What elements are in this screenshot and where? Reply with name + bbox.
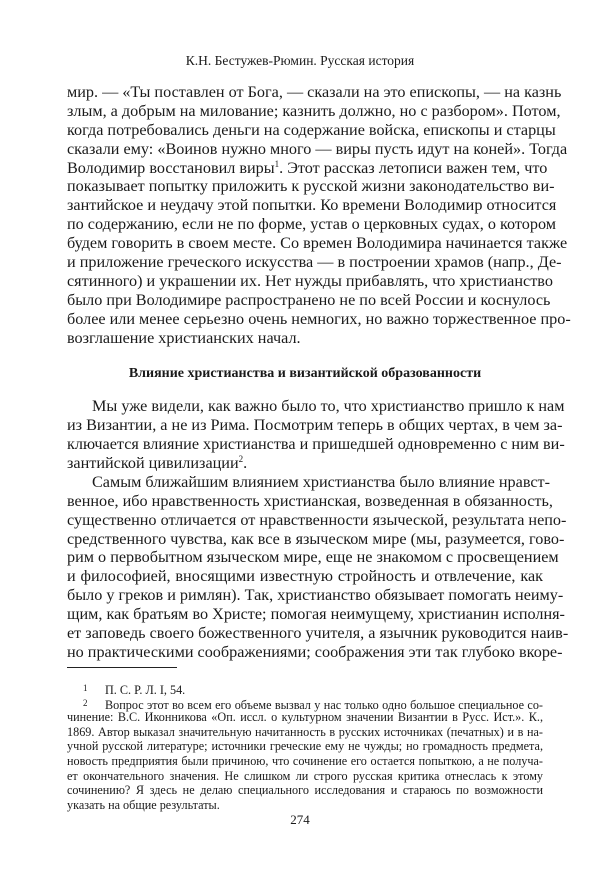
footnote-line: сочинению? Я здесь не делаю специального исследования и стараюсь по возможности bbox=[67, 783, 543, 798]
text-line: Мы уже видели, как важно было то, что христианство пришло к нам bbox=[92, 397, 565, 416]
text-line: когда потребовались деньги на содержание войска, епископы и старцы bbox=[67, 120, 556, 139]
footnote-ref: 2 bbox=[238, 454, 244, 465]
text-line: существенно отличается от нравственности языческой, результата непо- bbox=[67, 510, 567, 529]
text-line: рим о первобытном языческом мире, еще не знакомом с просвещением bbox=[67, 548, 559, 567]
section-heading: Влияние христианства и византийской образованности bbox=[128, 366, 482, 382]
text-line: по содержанию, если не по форме, устав о церковных судах, о котором bbox=[67, 215, 556, 234]
footnotes bbox=[67, 681, 543, 812]
running-header: К.Н. Бестужев-Рюмин. Русская история bbox=[185, 53, 415, 68]
footnote-line: 2 Вопрос этот во всем его объеме вызвал у нас только одно большое специальное со- bbox=[83, 697, 543, 712]
text-line: сятинного) и украшении их. Нет нужды прибавлять, что христианство bbox=[67, 271, 553, 290]
footnote-line: ет окончательного значения. Не слишком ли строго русская критика отнеслась к этому bbox=[67, 768, 543, 783]
text-line: и философией, вносящими известную стройность и отвлечение, как bbox=[67, 567, 543, 586]
page-number: 274 bbox=[290, 812, 310, 827]
text-line: показывает попытку приложить к русской жизни законодательство ви- bbox=[67, 177, 555, 196]
main-text bbox=[67, 83, 571, 662]
text-line: из Византии, а не из Рима. Посмотрим теперь в общих чертах, в чем за- bbox=[67, 416, 563, 435]
text-line: венное, ибо нравственность христианская, возведенная в обязанность, bbox=[67, 491, 553, 510]
text-line: было у греков и римлян). Так, христианство обязывает помогать неиму- bbox=[67, 586, 564, 605]
text-line: злым, а добрым на милование; казнить должно, но с разбором». Потом, bbox=[67, 101, 561, 120]
footnote-ref: 1 bbox=[274, 158, 280, 169]
footnote-line: 1869. Автор выказал значительную начитанность в русских источниках (печатных) и в на- bbox=[67, 724, 543, 739]
text-line: но практическими соображениями; соображения эти так глубоко вкоре- bbox=[67, 642, 563, 661]
footnote-line: указать на общие результаты. bbox=[67, 797, 220, 812]
text-line: и приложение греческого искусства — в построении храмов (напр., Де- bbox=[67, 253, 562, 272]
footnote-line: 1 П. С. Р. Л. I, 54. bbox=[83, 683, 186, 697]
text-line: сказали ему: «Воинов нужно много — виры пусть идут на коней». Тогда bbox=[67, 139, 568, 158]
footnote-number: 1 bbox=[83, 683, 88, 693]
text-line: будем говорить в своем месте. Со времен Володимира начинается также bbox=[67, 234, 568, 253]
footnote-divider bbox=[67, 667, 177, 668]
footnote-line: чинение: В.С. Иконникова «Оп. иссл. о культурном значении Византии в Русс. Ист.». К., bbox=[67, 710, 543, 725]
text-line: было при Володимире распространено не по всей России и коснулось bbox=[67, 290, 551, 309]
text-line: средственного чувства, как все в языческом мире (мы, разумеется, гово- bbox=[67, 529, 565, 548]
text-line: щим, как братьям во Христе; помогая неимущему, христианин исполня- bbox=[67, 605, 565, 624]
footnote-number: 2 bbox=[83, 697, 88, 708]
footnote-line: учной русской литературе; источники греческие ему не чужды; но громадность предмета, bbox=[67, 739, 543, 754]
text-line: ет заповедь своего божественного учителя, а язычник руководится наив- bbox=[67, 624, 569, 643]
text-line: ключается влияние христианства и пришедшей одновременно с ним ви- bbox=[67, 435, 565, 454]
text-line: мир. — «Ты поставлен от Бога, — сказали на это епископы, — на казнь bbox=[67, 83, 562, 101]
text-line: более или менее серьезно очень немногих, но важно торжественное про- bbox=[67, 309, 571, 328]
footnote-line: новость предприятия были причиною, что сочинение его остается попыткою, а не получа- bbox=[67, 753, 543, 768]
text-line: возглашение христианских начал. bbox=[67, 328, 301, 347]
text-line: зантийской цивилизации$^2$. bbox=[67, 454, 248, 473]
text-line: зантийское и неудачу этой попытки. Ко времени Володимир относится bbox=[67, 196, 557, 215]
text-line: Самым ближайшим влиянием христианства было влияние нравст- bbox=[92, 472, 551, 491]
text-line: Володимир восстановил виры$^1$. Этот рассказ летописи важен тем, что bbox=[67, 158, 548, 177]
